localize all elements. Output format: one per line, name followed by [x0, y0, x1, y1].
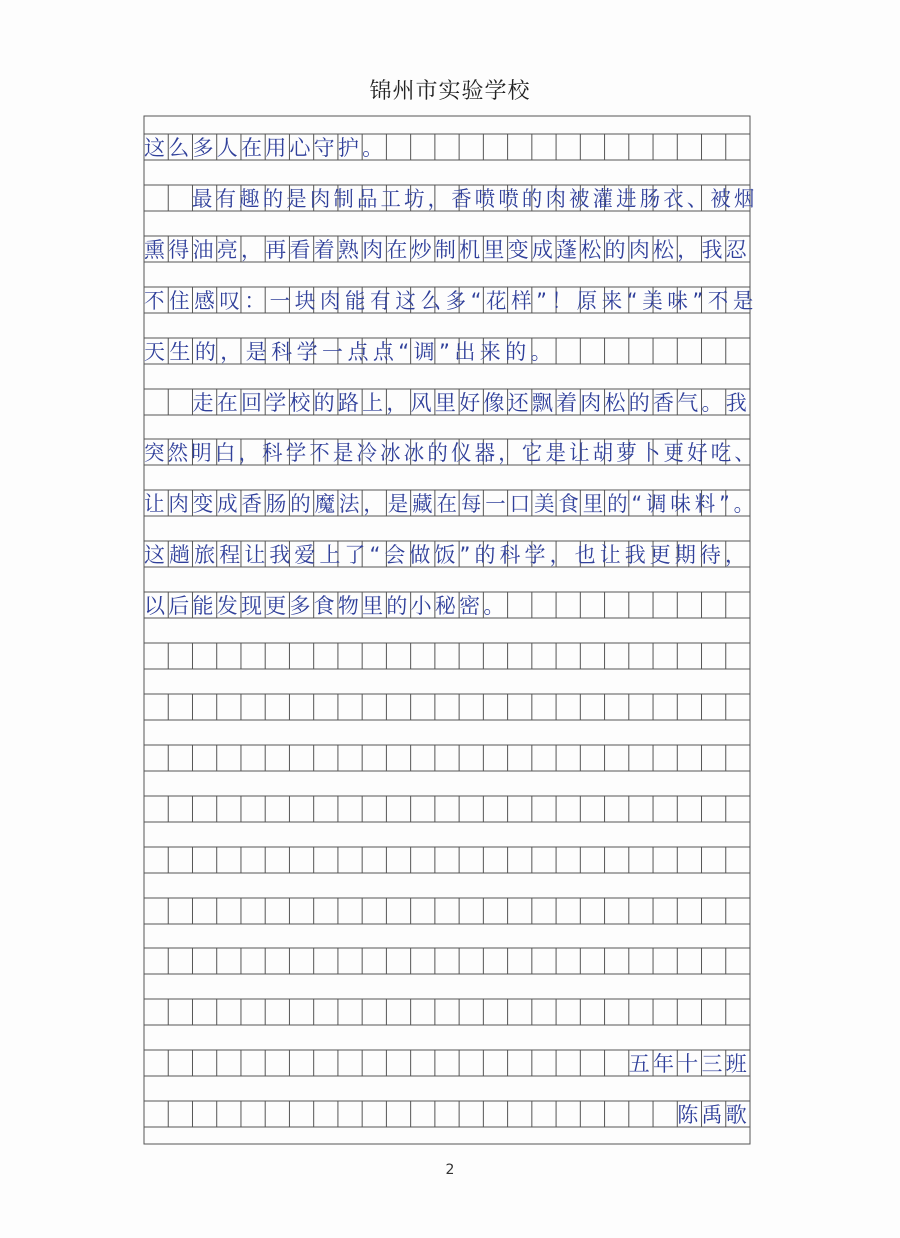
essay-line: 走在回学校的路上，风里好像还飘着肉松的香气。我 — [192, 391, 750, 415]
essay-line: 不住感叹：一块肉能有这么多“花样”！原来“美味”不是 — [144, 289, 758, 313]
essay-line: 让肉变成香肠的魔法，是藏在每一口美食里的“调味料”。 — [144, 492, 758, 516]
essay-line: 最有趣的是肉制品工坊，香喷喷的肉被灌进肠衣、被烟 — [192, 187, 758, 211]
essay-line: 这趟旅程让我爱上了“会做饭”的科学，也让我更期待， — [144, 543, 750, 567]
essay-line: 熏得油亮，再看着熟肉在炒制机里变成蓬松的肉松，我忍 — [144, 238, 750, 262]
essay-line: 天生的，是科学一点点“调”出来的。 — [144, 340, 557, 364]
essay-line: 这么多人在用心守护。 — [144, 136, 387, 160]
page-number: 2 — [445, 1162, 455, 1178]
essay-line: 以后能发现更多食物里的小秘密。 — [144, 594, 508, 618]
essay-line: 突然明白，科学不是冷冰冰的仪器，它是让胡萝卜更好吃、 — [144, 441, 758, 465]
school-name-header: 锦州市实验学校 — [369, 79, 531, 104]
class-name: 五年十三班 — [628, 1052, 750, 1076]
student-name: 陈禹歌 — [677, 1103, 750, 1127]
